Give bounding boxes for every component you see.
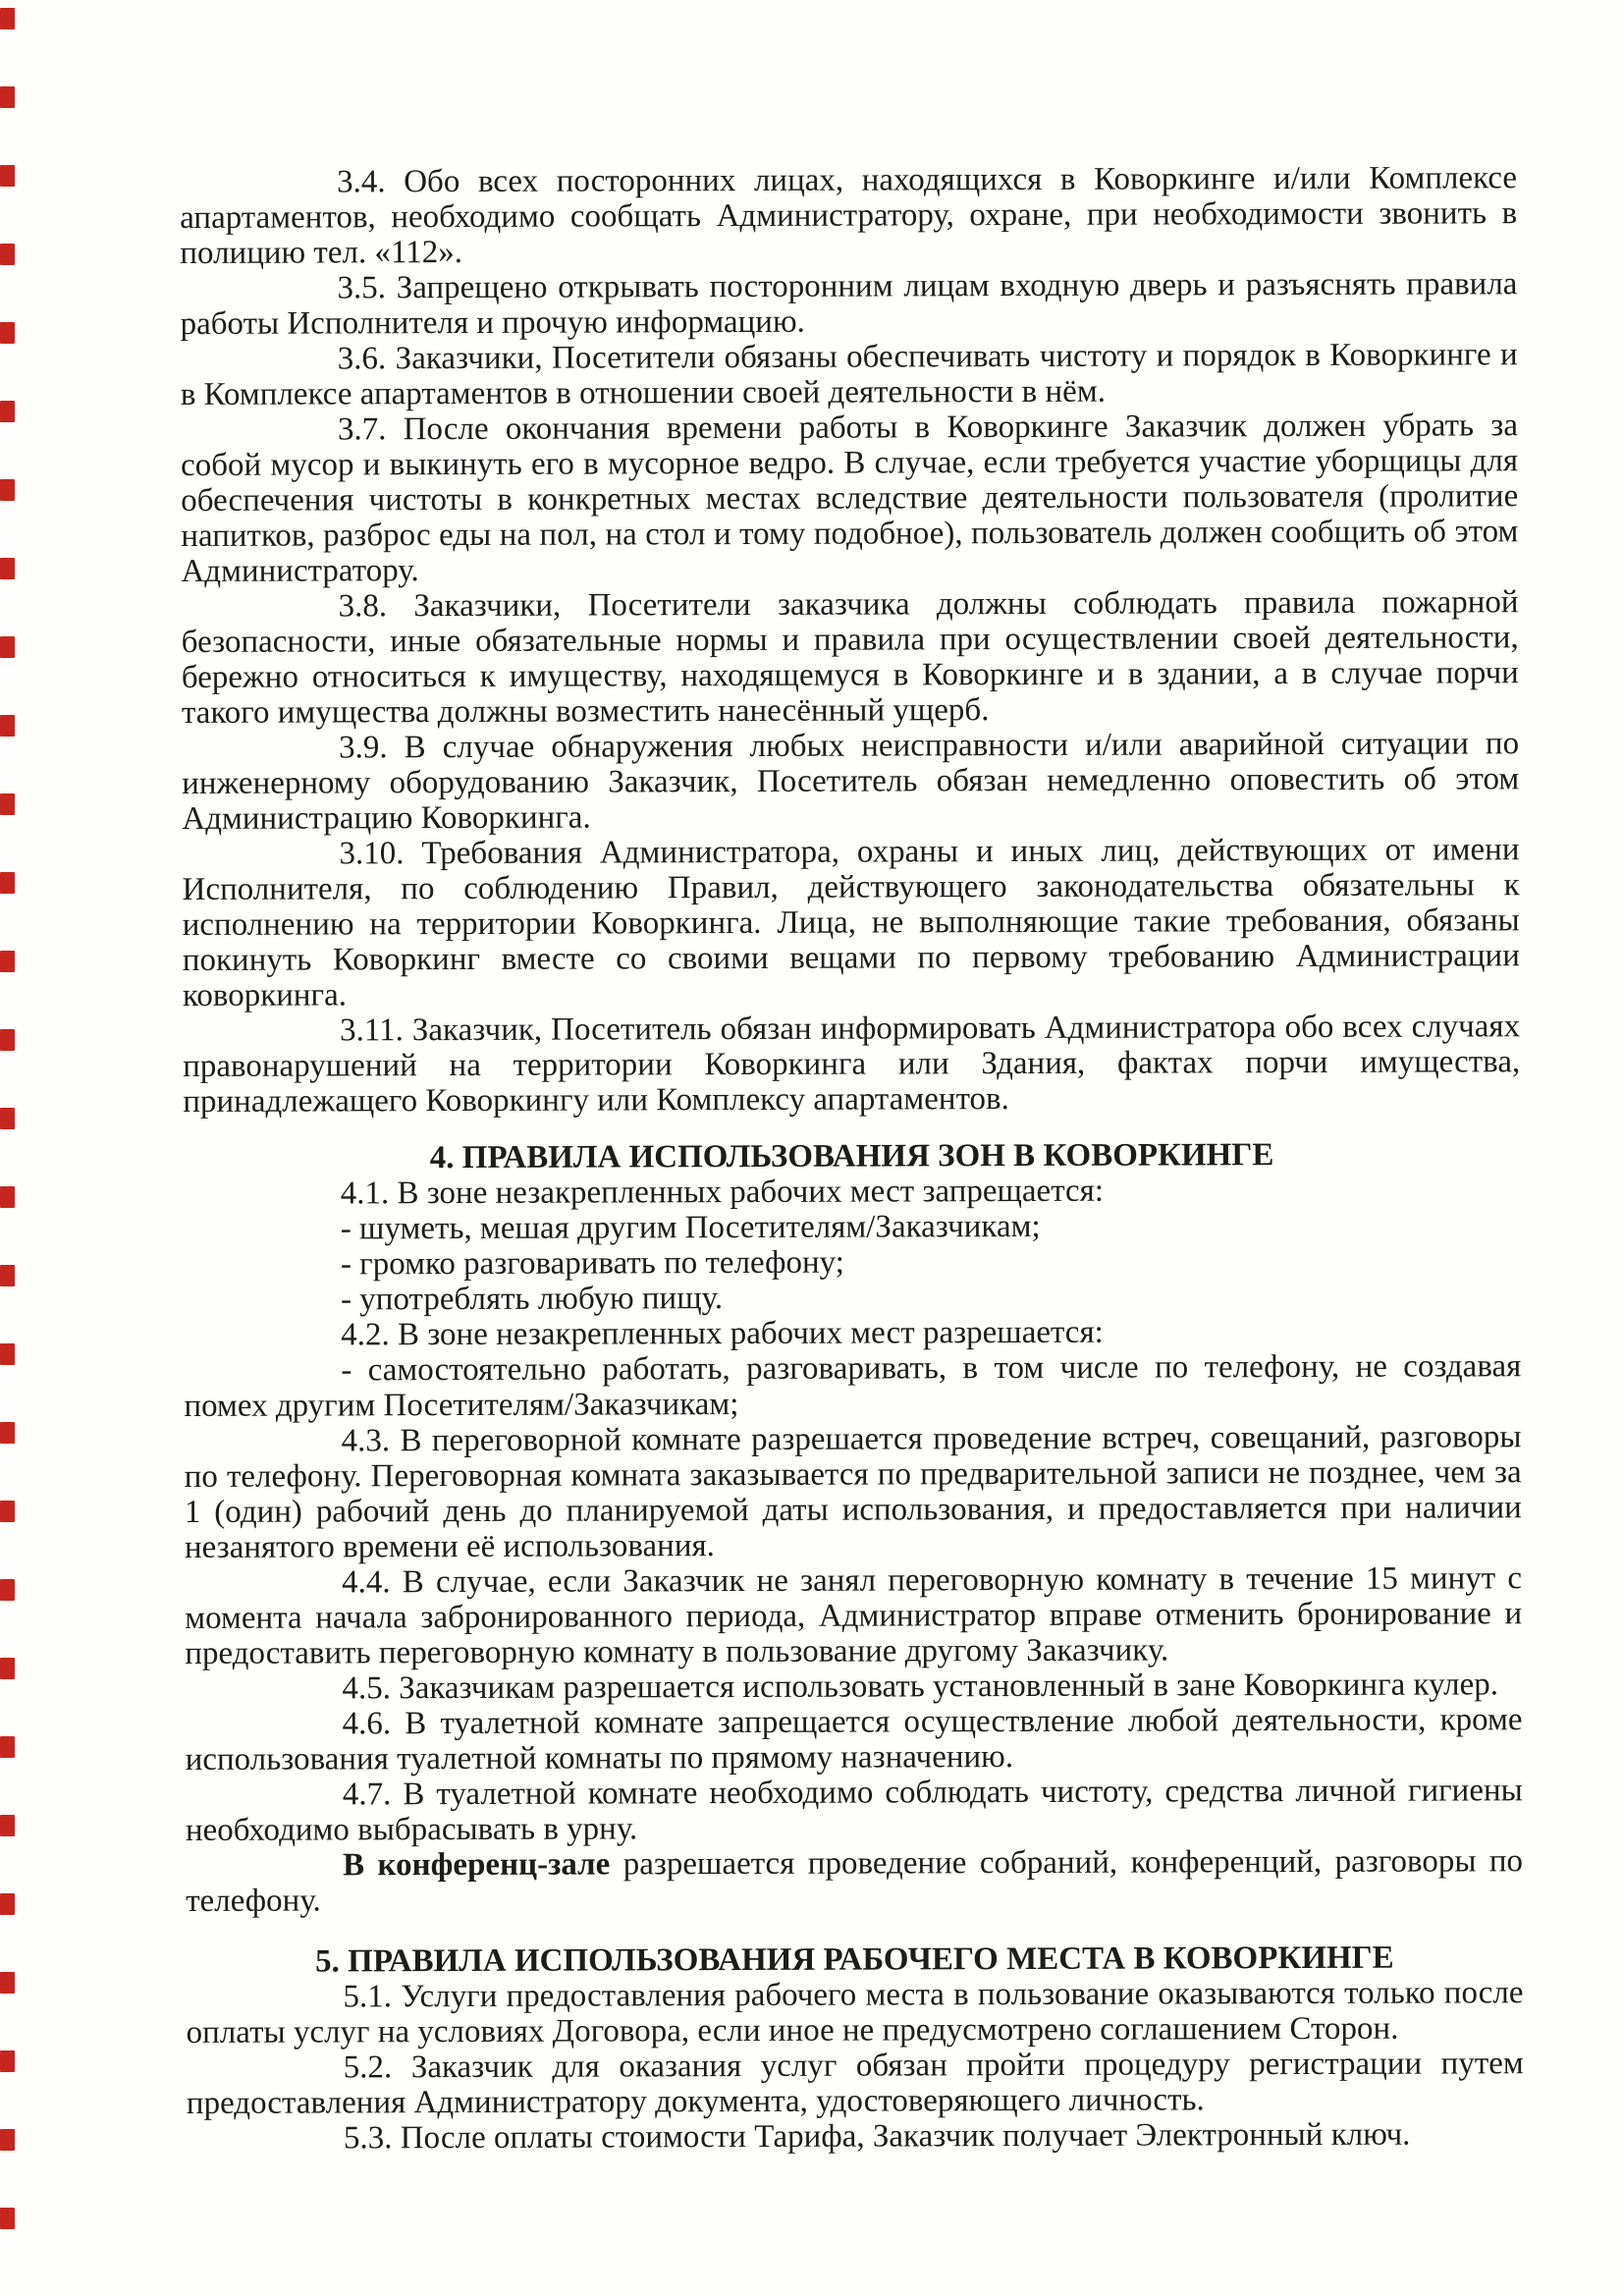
scan-mark: [0, 1972, 15, 1994]
scan-mark: [0, 1736, 15, 1758]
scan-mark: [0, 1108, 15, 1129]
scan-mark: [0, 2129, 15, 2151]
scan-mark: [0, 793, 15, 815]
section-5-heading: 5. ПРАВИЛА ИСПОЛЬЗОВАНИЯ РАБОЧЕГО МЕСТА В КОВОРКИНГЕ: [315, 1940, 1394, 1980]
scan-mark: [0, 1422, 15, 1444]
scan-mark: [0, 715, 15, 737]
scan-mark: [0, 165, 15, 187]
scan-mark: [0, 1579, 15, 1601]
clause-4-4: 4.4. В случае, если Заказчик не занял переговорную комнату в течение 15 минут с момента начала забронированного периода, Администратор вправе отменить бронирование и предоставить переговорную комнату в пользование другому Заказчику.: [185, 1560, 1523, 1671]
scan-mark: [0, 8, 15, 29]
clause-3-9: 3.9. В случае обнаружения любых неисправности и/или аварийной ситуации по инженерному оборудованию Заказчик, Посетитель обязан немедленно оповестить об этом Администрацию Коворкинга.: [182, 726, 1520, 837]
clause-3-7: 3.7. После окончания времени работы в Коворкинге Заказчик должен убрать за собой мусор и выкинуть его в мусорное ведро. В случае, если требуется участие уборщицы для обеспечения чистоты в конкретных местах вследствие деятельности пользователя (пролитие напитков, разброс еды на пол, на стол и тому подобное), пользователь должен сообщить об этом Администратору.: [181, 408, 1519, 589]
bullet-no-food: - употреблять любую пищу.: [340, 1281, 724, 1318]
scan-mark: [0, 1265, 15, 1286]
scan-mark: [0, 1815, 15, 1836]
clause-3-8: 3.8. Заказчики, Посетители заказчика должны соблюдать правила пожарной безопасности, иные обязательные нормы и правила при осуществлении своей деятельности, бережно относиться к имуществу, находящемуся в Коворкинге и в здании, а в случае порчи такого имущества должны возместить нанесённый ущерб.: [181, 584, 1519, 731]
clause-3-5: 3.5. Запрещено открывать посторонним лицам входную дверь и разъяснять правила работы Исполнителя и прочую информацию.: [180, 266, 1518, 342]
clause-5-2: 5.2. Заказчик для оказания услуг обязан пройти процедуру регистрации путем предоставления Администратору документа, удостоверяющего личность.: [186, 2046, 1524, 2121]
scan-mark: [0, 2208, 15, 2229]
scan-mark: [0, 1501, 15, 1522]
clause-4-7: 4.7. В туалетной комнате необходимо соблюдать чистоту, средства личной гигиены необходимо выбрасывать в урну.: [185, 1773, 1523, 1848]
clause-4-5: 4.5. Заказчикам разрешается использовать установленный в зане Коворкинга кулер.: [342, 1667, 1499, 1707]
scan-mark: [0, 401, 15, 422]
clause-4-3: 4.3. В переговорной комнате разрешается проведение встреч, совещаний, разговоры по телефону. Переговорная комната заказывается по предварительной записи не позднее, чем за 1 (один) рабочий день до планируемой даты использования, и предоставляется при наличии незанятого времени её использования.: [184, 1419, 1522, 1565]
clause-4-1: 4.1. В зоне незакрепленных рабочих мест запрещается:: [340, 1173, 1105, 1212]
scan-mark: [0, 872, 15, 894]
section-4-heading: 4. ПРАВИЛА ИСПОЛЬЗОВАНИЯ ЗОН В КОВОРКИНГЕ: [429, 1137, 1274, 1176]
scan-mark: [0, 1658, 15, 1679]
conference-hall-lead: В конференц-зале: [342, 1846, 611, 1884]
scan-mark: [0, 322, 15, 344]
scan-mark: [0, 636, 15, 658]
scan-mark: [0, 951, 15, 972]
scan-mark: [0, 86, 15, 108]
clause-3-10: 3.10. Требования Администратора, охраны и иных лиц, действующих от имени Исполнителя, по соблюдению Правил, действующего законодательства обязательны к исполнению на территории Коворкинга. Лица, не выполняющие такие требования, обязаны покинуть Коворкинг вместе со своими вещами по первому требованию Администрации коворкинга.: [182, 832, 1520, 1013]
clause-4-6: 4.6. В туалетной комнате запрещается осуществление любой деятельности, кроме использования туалетной комнаты по прямому назначению.: [185, 1702, 1523, 1777]
clause-5-3: 5.3. После оплаты стоимости Тарифа, Заказчик получает Электронный ключ.: [343, 2116, 1411, 2157]
scan-mark: [0, 1029, 15, 1051]
conference-hall-text: разрешается проведение собраний, конференций, разговоры по телефону.: [186, 1843, 1524, 1919]
scan-mark: [0, 244, 15, 265]
scan-mark: [0, 1343, 15, 1365]
conference-hall-paragraph: [186, 1843, 1523, 1919]
scan-mark: [0, 2050, 15, 2072]
clause-4-2: 4.2. В зоне незакрепленных рабочих мест разрешается:: [341, 1314, 1104, 1353]
scan-mark: [0, 1893, 15, 1915]
scan-mark: [0, 479, 15, 501]
bullet-work-allowed: - самостоятельно работать, разговаривать, в том числе по телефону, не создавая помех другим Посетителям/Заказчикам;: [184, 1348, 1522, 1424]
document-content: [180, 160, 1524, 2157]
scan-mark: [0, 1186, 15, 1208]
clause-3-11: 3.11. Заказчик, Посетитель обязан информировать Администратора обо всех случаях правонарушений на территории Коворкинга или Здания, фактах порчи имущества, принадлежащего Коворкингу или Комплексу апартаментов.: [183, 1009, 1521, 1120]
clause-5-1: 5.1. Услуги предоставления рабочего места в пользование оказываются только после оплаты услуг на условиях Договора, если иное не предусмотрено соглашением Сторон.: [186, 1975, 1524, 2050]
bullet-no-noise: - шуметь, мешая другим Посетителям/Заказчикам;: [340, 1208, 1041, 1247]
clause-3-4: 3.4. Обо всех посторонних лицах, находящихся в Коворкинге и/или Комплексе апартаментов, необходимо сообщать Администратору, охране, при необходимости звонить в полицию тел. «112».: [180, 160, 1518, 271]
clause-3-6: 3.6. Заказчики, Посетители обязаны обеспечивать чистоту и порядок в Коворкинге и в Комплексе апартаментов в отношении своей деятельности в нём.: [180, 337, 1518, 412]
bullet-no-loud-calls: - громко разговаривать по телефону;: [340, 1244, 844, 1283]
scan-mark: [0, 558, 15, 579]
